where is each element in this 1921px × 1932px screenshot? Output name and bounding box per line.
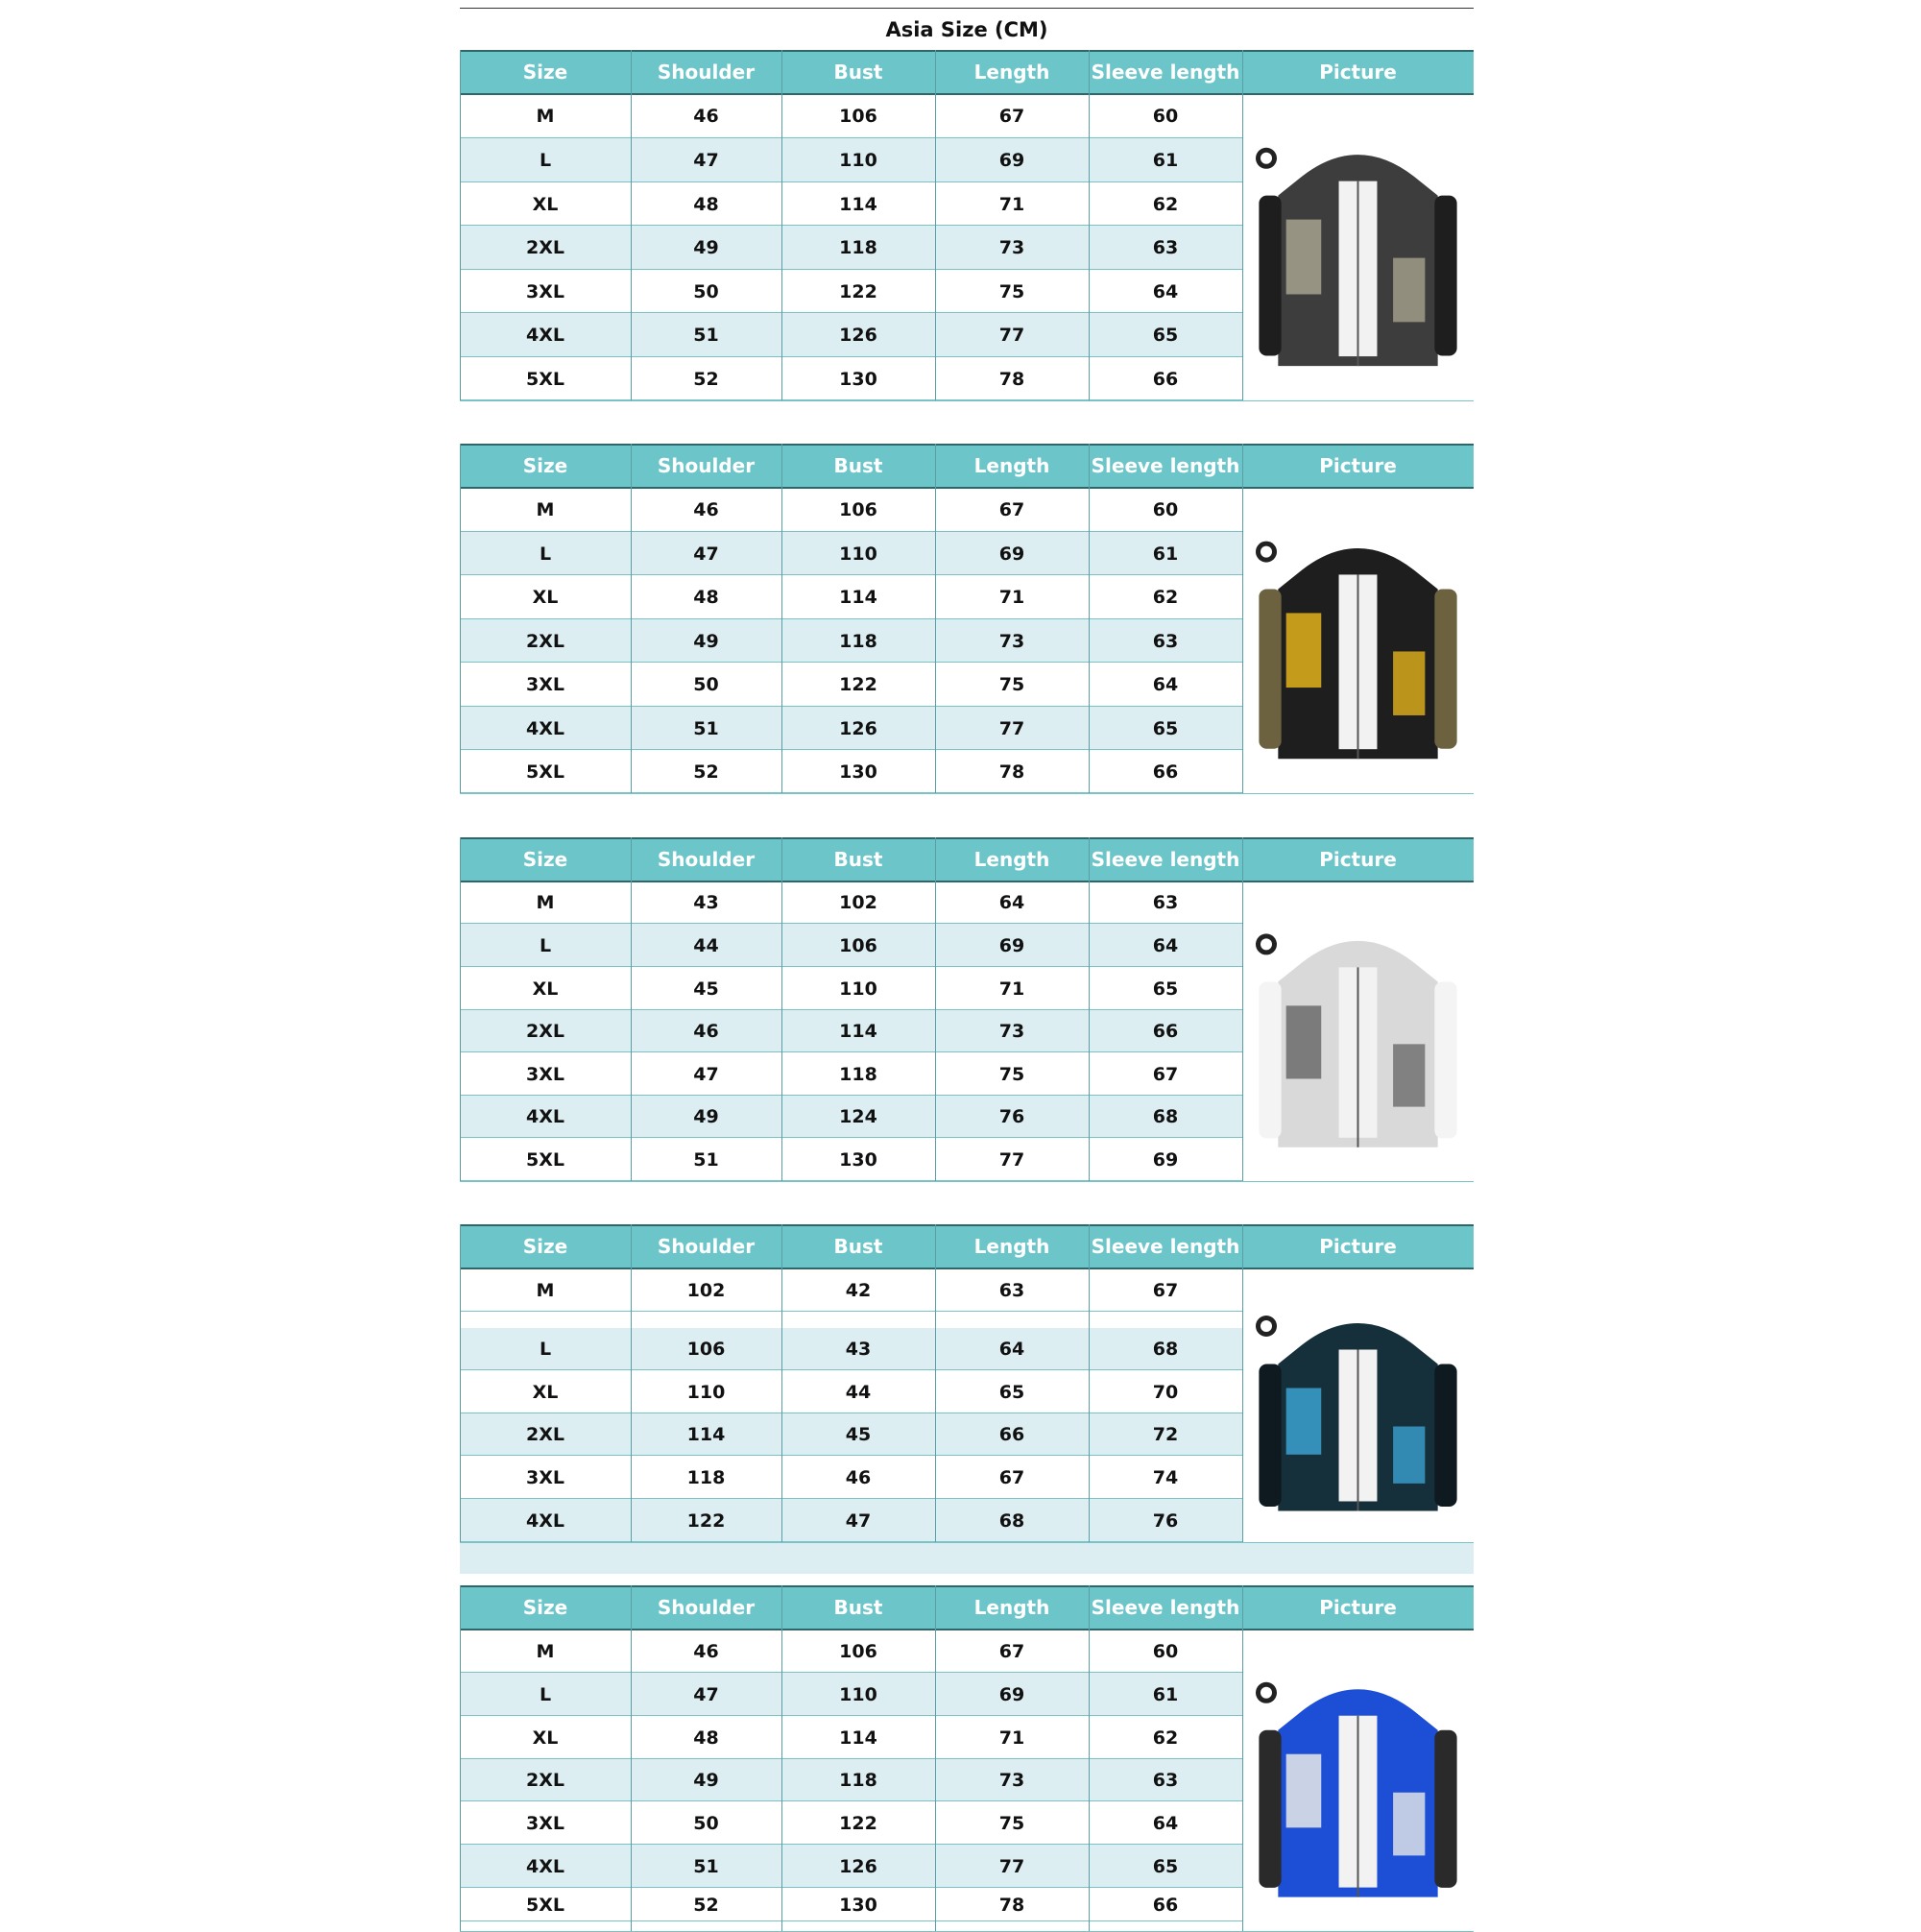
table-cell: 70 — [1152, 1381, 1179, 1403]
table-cell: 4XL — [526, 1509, 564, 1532]
table-cell: 122 — [686, 1509, 726, 1532]
table-cell: 2XL — [526, 630, 564, 652]
table-cell: 110 — [839, 150, 877, 171]
table-cell: 5XL — [526, 1148, 564, 1171]
table-cell: 51 — [693, 1855, 719, 1877]
table-cell: 126 — [839, 717, 877, 739]
table-cell: 66 — [1152, 761, 1179, 783]
table-cell: 71 — [998, 193, 1025, 215]
table-cell: 69 — [998, 543, 1025, 565]
table-cell: 4XL — [526, 717, 564, 739]
header-cell-length: Length — [935, 837, 1089, 881]
table-cell: 122 — [839, 1812, 877, 1834]
table-cell: 63 — [998, 1279, 1025, 1301]
column-divider — [935, 50, 936, 400]
header-cell-picture: Picture — [1242, 1224, 1474, 1268]
header-top-rule — [460, 1585, 1474, 1587]
table-cell: L — [539, 1683, 552, 1705]
table-cell: 4XL — [526, 1106, 564, 1127]
jacket-photo — [1247, 99, 1469, 396]
table-cell: 130 — [839, 1894, 877, 1916]
table-cell: 77 — [998, 1855, 1025, 1877]
table-cell: 46 — [693, 1021, 719, 1042]
table-cell: 61 — [1152, 150, 1179, 171]
column-divider — [1089, 837, 1090, 1181]
brand-logo-icon — [1256, 148, 1277, 169]
column-divider — [1242, 1585, 1243, 1931]
table-cell: XL — [532, 978, 559, 1000]
header-top-rule — [460, 50, 1474, 52]
table-cell: 60 — [1152, 499, 1179, 520]
table-cell: 62 — [1152, 587, 1179, 608]
table-cell: 78 — [998, 368, 1025, 390]
table-cell: 68 — [998, 1509, 1025, 1532]
header-cell-size: Size — [460, 837, 631, 881]
header-cell-length: Length — [935, 444, 1089, 488]
table-cell: 47 — [845, 1509, 872, 1532]
table-cell: L — [539, 543, 552, 565]
column-divider — [631, 1585, 632, 1931]
table-cell: 47 — [693, 543, 719, 565]
header-cell-shoulder: Shoulder — [631, 1585, 781, 1630]
chart-title: Asia Size (CM) — [885, 17, 1048, 41]
table-cell: 61 — [1152, 543, 1179, 565]
table-cell: 50 — [693, 674, 719, 695]
table-cell: 110 — [839, 543, 877, 565]
table-cell: 69 — [1152, 1148, 1179, 1171]
table-bottom-rule — [460, 400, 1474, 401]
header-cell-picture: Picture — [1242, 837, 1474, 881]
spacer-band — [460, 1543, 1474, 1574]
table-cell: 50 — [693, 1812, 719, 1834]
header-cell-shoulder: Shoulder — [631, 50, 781, 94]
table-cell: 75 — [998, 1812, 1025, 1834]
column-divider — [460, 1585, 461, 1931]
table-cell: 67 — [998, 1640, 1025, 1662]
header-cell-shoulder: Shoulder — [631, 837, 781, 881]
table-cell: 71 — [998, 587, 1025, 608]
table-cell: 60 — [1152, 1640, 1179, 1662]
header-cell-length: Length — [935, 50, 1089, 94]
table-cell: 106 — [839, 499, 877, 520]
table-cell: 49 — [693, 1106, 719, 1127]
column-divider — [1242, 837, 1243, 1181]
table-cell: 3XL — [526, 1063, 564, 1085]
table-cell: 66 — [998, 1424, 1025, 1445]
table-cell: 44 — [693, 934, 719, 956]
table-cell: 66 — [1152, 368, 1179, 390]
table-cell: 71 — [998, 1727, 1025, 1749]
table-cell: 64 — [998, 892, 1025, 913]
table-cell: 122 — [839, 280, 877, 302]
table-cell: 48 — [693, 193, 719, 215]
table-cell: 65 — [1152, 717, 1179, 739]
header-top-rule — [460, 837, 1474, 839]
column-divider — [1089, 1224, 1090, 1542]
table-cell: 47 — [693, 1683, 719, 1705]
table-cell: 77 — [998, 325, 1025, 346]
table-cell: 124 — [839, 1106, 877, 1127]
table-cell: 5XL — [526, 368, 564, 390]
table-cell: 64 — [1152, 1812, 1179, 1834]
table-cell: 2XL — [526, 1424, 564, 1445]
table-cell: 50 — [693, 280, 719, 302]
table-cell: 43 — [845, 1339, 872, 1360]
table-cell: 77 — [998, 1148, 1025, 1171]
header-top-rule — [460, 444, 1474, 446]
table-cell: M — [536, 499, 555, 520]
table-cell: 73 — [998, 630, 1025, 652]
table-cell: 114 — [686, 1424, 726, 1445]
table-cell: 4XL — [526, 325, 564, 346]
header-cell-picture: Picture — [1242, 50, 1474, 94]
table-cell: 114 — [839, 587, 877, 608]
table-cell: 73 — [998, 237, 1025, 258]
table-cell: 71 — [998, 978, 1025, 1000]
table-cell: 3XL — [526, 280, 564, 302]
table-cell: M — [536, 1279, 555, 1301]
table-cell: 4XL — [526, 1855, 564, 1877]
column-divider — [460, 444, 461, 793]
table-cell: 5XL — [526, 1894, 564, 1916]
table-cell: 3XL — [526, 674, 564, 695]
brand-logo-icon — [1256, 933, 1277, 954]
table-cell: 5XL — [526, 761, 564, 783]
table-cell: 64 — [1152, 280, 1179, 302]
table-cell: 118 — [839, 1770, 877, 1791]
column-divider — [935, 1224, 936, 1542]
table-cell: 118 — [839, 237, 877, 258]
table-cell: L — [539, 150, 552, 171]
table-cell: 126 — [839, 325, 877, 346]
table-cell: 48 — [693, 587, 719, 608]
jacket-photo — [1247, 1634, 1469, 1926]
table-cell: 110 — [686, 1381, 726, 1403]
table-cell: 75 — [998, 674, 1025, 695]
table-cell: 45 — [845, 1424, 872, 1445]
table-cell: L — [539, 1339, 552, 1360]
table-cell: XL — [532, 1381, 559, 1403]
header-cell-shoulder: Shoulder — [631, 444, 781, 488]
header-cell-bust: Bust — [781, 444, 935, 488]
table-cell: 73 — [998, 1770, 1025, 1791]
table-cell: 42 — [845, 1279, 872, 1301]
header-cell-size: Size — [460, 1585, 631, 1630]
table-cell: 102 — [686, 1279, 726, 1301]
header-cell-bust: Bust — [781, 50, 935, 94]
table-cell: M — [536, 892, 555, 913]
table-cell: 52 — [693, 761, 719, 783]
table-cell: 63 — [1152, 1770, 1179, 1791]
column-divider — [781, 50, 782, 400]
column-divider — [781, 837, 782, 1181]
table-cell: 106 — [839, 1640, 877, 1662]
table-cell: 72 — [1152, 1424, 1179, 1445]
table-cell: 64 — [1152, 674, 1179, 695]
table-cell: 49 — [693, 237, 719, 258]
table-cell: 51 — [693, 1148, 719, 1171]
table-cell: 46 — [845, 1466, 872, 1488]
table-cell: 44 — [845, 1381, 872, 1403]
table-cell: 78 — [998, 761, 1025, 783]
table-cell: 118 — [839, 1063, 877, 1085]
header-top-rule — [460, 1224, 1474, 1226]
table-cell: 67 — [1152, 1279, 1179, 1301]
column-divider — [1242, 1224, 1243, 1542]
jacket-photo — [1247, 493, 1469, 788]
row-divider — [460, 1311, 1242, 1312]
table-cell: 67 — [998, 1466, 1025, 1488]
header-cell-length: Length — [935, 1585, 1089, 1630]
table-cell: 73 — [998, 1021, 1025, 1042]
table-cell: 63 — [1152, 892, 1179, 913]
table-cell: 110 — [839, 978, 877, 1000]
header-cell-sleeve-length: Sleeve length — [1089, 1224, 1242, 1268]
table-cell: 2XL — [526, 1770, 564, 1791]
table-cell: 52 — [693, 1894, 719, 1916]
table-cell: 46 — [693, 499, 719, 520]
table-cell: 106 — [686, 1339, 726, 1360]
table-cell: 60 — [1152, 106, 1179, 127]
table-bottom-rule — [460, 1181, 1474, 1182]
header-cell-sleeve-length: Sleeve length — [1089, 1585, 1242, 1630]
column-divider — [1089, 444, 1090, 793]
table-cell: 49 — [693, 630, 719, 652]
table-cell: 61 — [1152, 1683, 1179, 1705]
header-cell-picture: Picture — [1242, 444, 1474, 488]
table-cell: 106 — [839, 934, 877, 956]
column-divider — [1089, 50, 1090, 400]
header-cell-bust: Bust — [781, 1585, 935, 1630]
table-cell: 52 — [693, 368, 719, 390]
column-divider — [781, 444, 782, 793]
table-cell: 76 — [1152, 1509, 1179, 1532]
table-cell: 67 — [998, 499, 1025, 520]
table-cell: 126 — [839, 1855, 877, 1877]
table-cell: 47 — [693, 1063, 719, 1085]
column-divider — [1242, 444, 1243, 793]
brand-logo-icon — [1256, 1316, 1277, 1337]
column-divider — [781, 1224, 782, 1542]
table-cell: M — [536, 1640, 555, 1662]
table-cell: 64 — [1152, 934, 1179, 956]
table-cell: 68 — [1152, 1106, 1179, 1127]
table-cell: 65 — [1152, 1855, 1179, 1877]
table-cell: XL — [532, 1727, 559, 1749]
brand-logo-icon — [1256, 542, 1277, 563]
column-divider — [460, 837, 461, 1181]
table-cell: 43 — [693, 892, 719, 913]
table-cell: 114 — [839, 1021, 877, 1042]
table-cell: 65 — [1152, 325, 1179, 346]
table-cell: 3XL — [526, 1812, 564, 1834]
column-divider — [631, 837, 632, 1181]
column-divider — [935, 444, 936, 793]
table-cell: 2XL — [526, 237, 564, 258]
table-cell: 2XL — [526, 1021, 564, 1042]
table-cell: 47 — [693, 150, 719, 171]
jacket-photo — [1247, 1273, 1469, 1537]
table-cell: 130 — [839, 368, 877, 390]
table-cell: 3XL — [526, 1466, 564, 1488]
table-cell: 106 — [839, 106, 877, 127]
table-cell: 51 — [693, 717, 719, 739]
table-cell: 75 — [998, 280, 1025, 302]
column-divider — [781, 1585, 782, 1931]
table-cell: XL — [532, 193, 559, 215]
table-cell: 74 — [1152, 1466, 1179, 1488]
header-cell-sleeve-length: Sleeve length — [1089, 837, 1242, 881]
header-cell-shoulder: Shoulder — [631, 1224, 781, 1268]
table-cell: 65 — [1152, 978, 1179, 1000]
table-cell: 122 — [839, 674, 877, 695]
header-cell-size: Size — [460, 1224, 631, 1268]
table-cell: 102 — [839, 892, 877, 913]
table-cell: 75 — [998, 1063, 1025, 1085]
table-cell: 49 — [693, 1770, 719, 1791]
table-cell: 130 — [839, 761, 877, 783]
table-cell: 114 — [839, 193, 877, 215]
table-bottom-rule — [460, 793, 1474, 794]
column-divider — [460, 50, 461, 400]
table-cell: 114 — [839, 1727, 877, 1749]
header-cell-picture: Picture — [1242, 1585, 1474, 1630]
column-divider — [631, 444, 632, 793]
table-cell: 63 — [1152, 237, 1179, 258]
table-cell: 48 — [693, 1727, 719, 1749]
table-cell: 77 — [998, 717, 1025, 739]
header-cell-sleeve-length: Sleeve length — [1089, 50, 1242, 94]
table-cell: 130 — [839, 1148, 877, 1171]
table-cell: 46 — [693, 106, 719, 127]
header-cell-length: Length — [935, 1224, 1089, 1268]
brand-logo-icon — [1256, 1682, 1277, 1703]
column-divider — [935, 837, 936, 1181]
table-cell: 63 — [1152, 630, 1179, 652]
table-cell: XL — [532, 587, 559, 608]
column-divider — [1242, 50, 1243, 400]
header-cell-bust: Bust — [781, 837, 935, 881]
table-cell: 110 — [839, 1683, 877, 1705]
table-cell: L — [539, 934, 552, 956]
table-cell: 66 — [1152, 1894, 1179, 1916]
table-cell: 78 — [998, 1894, 1025, 1916]
table-cell: 69 — [998, 150, 1025, 171]
table-cell: 46 — [693, 1640, 719, 1662]
table-cell: 51 — [693, 325, 719, 346]
column-divider — [631, 50, 632, 400]
table-cell: 64 — [998, 1339, 1025, 1360]
table-cell: 118 — [839, 630, 877, 652]
table-cell: 69 — [998, 1683, 1025, 1705]
table-cell: M — [536, 106, 555, 127]
column-divider — [1089, 1585, 1090, 1931]
jacket-photo — [1247, 886, 1469, 1176]
table-cell: 62 — [1152, 1727, 1179, 1749]
table-cell: 65 — [998, 1381, 1025, 1403]
table-cell: 67 — [1152, 1063, 1179, 1085]
table-cell: 76 — [998, 1106, 1025, 1127]
table-cell: 45 — [693, 978, 719, 1000]
table-cell: 62 — [1152, 193, 1179, 215]
table-cell: 69 — [998, 934, 1025, 956]
table-cell: 68 — [1152, 1339, 1179, 1360]
table-cell: 118 — [686, 1466, 726, 1488]
column-divider — [460, 1224, 461, 1542]
table-cell: 67 — [998, 106, 1025, 127]
header-cell-size: Size — [460, 444, 631, 488]
column-divider — [631, 1224, 632, 1542]
header-cell-size: Size — [460, 50, 631, 94]
header-cell-bust: Bust — [781, 1224, 935, 1268]
column-divider — [935, 1585, 936, 1931]
table-cell: 66 — [1152, 1021, 1179, 1042]
header-cell-sleeve-length: Sleeve length — [1089, 444, 1242, 488]
